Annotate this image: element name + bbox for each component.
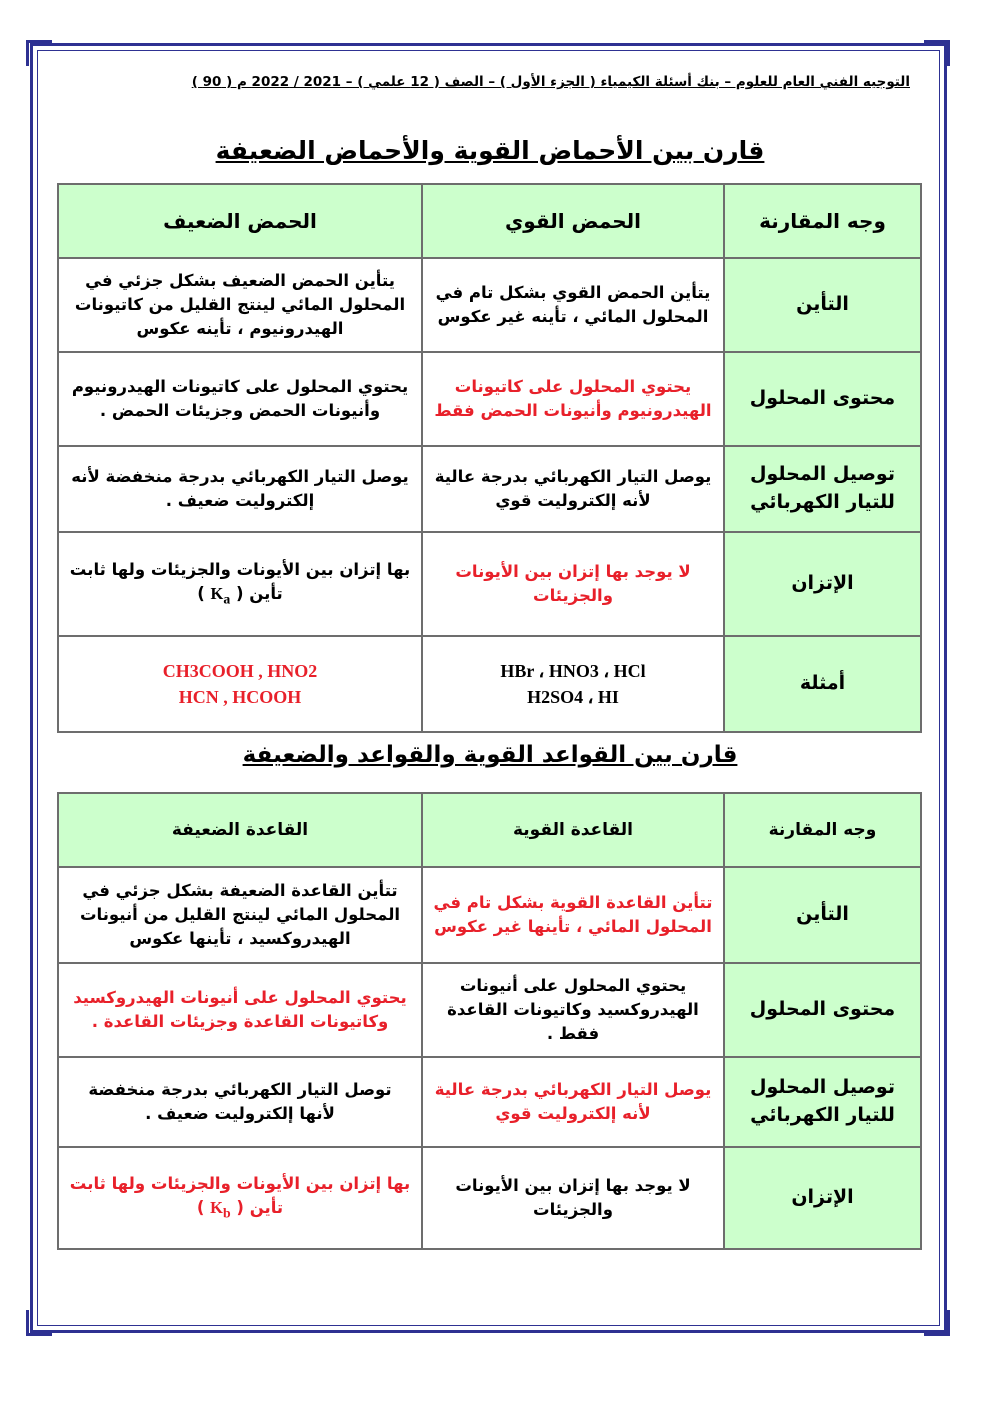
table-row — [58, 532, 921, 636]
row-label — [724, 1057, 921, 1147]
strong-cell: يحتوي المحلول على أنيونات الهيدروكسيد وكاتيونات القاعدة فقط . — [422, 963, 724, 1057]
equilibrium-text: بها إتزان بين الأيونات والجزيئات ولها ثابت تأين ( — [69, 560, 411, 604]
page-header: التوجيه الفني العام للعلوم – بنك أسئلة الكيمياء ( الجزء الأول ) – الصف ( 12 علمي ) – 2021 / 2022 م ( 90 ) — [191, 74, 910, 90]
strong-acid-examples — [422, 636, 724, 732]
table-row — [58, 963, 921, 1057]
header-aspect: وجه المقارنة — [724, 793, 921, 867]
weak-cell: يتأين الحمض الضعيف بشكل جزئي في المحلول المائي لينتج القليل من كاتيونات الهيدرونيوم ، تأينه عكوس — [58, 258, 422, 352]
table-row — [58, 1057, 921, 1147]
acids-comparison-table — [57, 183, 922, 733]
strong-cell: يوصل التيار الكهربائي بدرجة عالية لأنه إلكتروليت قوي — [422, 446, 724, 532]
table-row — [58, 258, 921, 352]
weak-cell: يحتوي المحلول على كاتيونات الهيدرونيوم وأنيونات الحمض وجزيئات الحمض . — [58, 352, 422, 446]
strong-cell: تتأين القاعدة القوية بشكل تام في المحلول المائي ، تأينها غير عكوس — [422, 867, 724, 963]
corner-ornament — [947, 40, 950, 66]
bases-title: قارن بين القواعد القوية والقواعد والضعيفة — [242, 742, 738, 768]
table-header-row — [58, 184, 921, 258]
row-label: التأين — [724, 867, 921, 963]
weak-cell: يوصل التيار الكهربائي بدرجة منخفضة لأنه إلكتروليت ضعيف . — [58, 446, 422, 532]
weak-cell: يحتوي المحلول على أنيونات الهيدروكسيد وكاتيونات القاعدة وجزيئات القاعدة . — [58, 963, 422, 1057]
header-strong-acid: الحمض القوي — [422, 184, 724, 258]
row-label: محتوى المحلول — [724, 963, 921, 1057]
equilibrium-close: ) — [197, 584, 205, 604]
formula-line: HBr ، HNO3 ، HCl — [500, 660, 646, 681]
label-line: توصيل المحلول — [750, 1076, 895, 1099]
row-label: أمثلة — [724, 636, 921, 732]
equilibrium-text: بها إتزان بين الأيونات والجزيئات ولها ثابت تأين ( — [69, 1174, 411, 1218]
table-row — [58, 352, 921, 446]
corner-ornament — [26, 40, 52, 43]
acids-title: قارن بين الأحماض القوية والأحماض الضعيفة — [215, 136, 765, 165]
header-weak-acid: الحمض الضعيف — [58, 184, 422, 258]
table-row — [58, 1147, 921, 1249]
formula-line: H2SO4 ، HI — [527, 687, 619, 707]
table-row — [58, 636, 921, 732]
row-label: التأين — [724, 258, 921, 352]
table-row — [58, 867, 921, 963]
weak-acid-examples — [58, 636, 422, 732]
label-line: للتيار الكهربائي — [750, 491, 895, 513]
strong-cell: لا يوجد بها إتزان بين الأيونات والجزيئات — [422, 532, 724, 636]
row-label: محتوى المحلول — [724, 352, 921, 446]
weak-cell: توصل التيار الكهربائي بدرجة منخفضة لأنها إلكتروليت ضعيف . — [58, 1057, 422, 1147]
table-row — [58, 446, 921, 532]
header-weak-base: القاعدة الضعيفة — [58, 793, 422, 867]
header-strong-base: القاعدة القوية — [422, 793, 724, 867]
row-label — [724, 446, 921, 532]
ka-symbol: $K_a$ — [210, 584, 231, 607]
equilibrium-close: ) — [196, 1198, 205, 1218]
corner-ornament — [924, 1333, 950, 1336]
strong-cell: لا يوجد بها إتزان بين الأيونات والجزيئات — [422, 1147, 724, 1249]
strong-cell: يتأين الحمض القوي بشكل تام في المحلول المائي ، تأينه غير عكوس — [422, 258, 724, 352]
weak-cell — [58, 1147, 422, 1249]
label-line: توصيل المحلول — [750, 463, 895, 486]
row-label: الإتزان — [724, 1147, 921, 1249]
formula-line: CH3COOH , HNO2 — [162, 660, 318, 681]
kb-symbol: $K_b$ — [210, 1198, 231, 1221]
weak-cell: تتأين القاعدة الضعيفة بشكل جزئي في المحلول المائي لينتج القليل من أنيونات الهيدروكسيد ، تأينها عكوس — [58, 867, 422, 963]
header-aspect: وجه المقارنة — [724, 184, 921, 258]
label-line: للتيار الكهربائي — [750, 1104, 895, 1126]
bases-comparison-table — [57, 792, 922, 1250]
corner-ornament — [26, 1333, 52, 1336]
strong-cell: يحتوي المحلول على كاتيونات الهيدرونيوم وأنيونات الحمض فقط — [422, 352, 724, 446]
row-label: الإتزان — [724, 532, 921, 636]
strong-cell: يوصل التيار الكهربائي بدرجة عالية لأنه إلكتروليت قوي — [422, 1057, 724, 1147]
table-header-row — [58, 793, 921, 867]
corner-ornament — [26, 40, 29, 66]
weak-cell — [58, 532, 422, 636]
corner-ornament — [924, 40, 950, 43]
formula-line: HCN , HCOOH — [178, 687, 302, 707]
